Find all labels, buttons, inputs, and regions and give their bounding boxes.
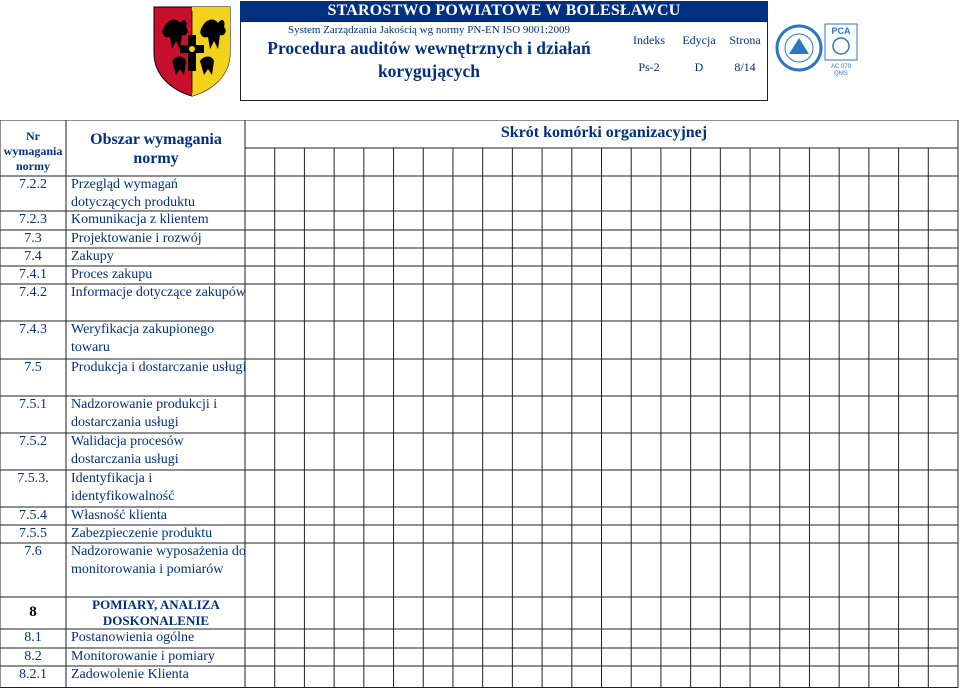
requirement-number: 8.2.1 (19, 667, 47, 682)
cert-sub1: AC 079 (830, 64, 852, 70)
coat-of-arms-logo (150, 5, 234, 97)
table-row (0, 597, 245, 629)
table-row (0, 266, 245, 284)
table-row (0, 248, 245, 266)
requirement-area: Zadowolenie Klienta (71, 667, 189, 682)
page-label: Strona (729, 33, 761, 47)
column-header-requirement-area (67, 120, 245, 176)
table-row (0, 525, 245, 543)
requirement-area: Nadzorowanie produkcji i dostarczania usługi (71, 397, 218, 430)
table-row (0, 543, 245, 597)
certification-logo (775, 18, 861, 78)
procedure-title-line2: korygujących (377, 61, 481, 81)
requirement-number: 8.1 (24, 630, 42, 645)
requirement-number: 7.6 (24, 544, 42, 559)
requirement-area: Przegląd wymagań dotyczących produktu (71, 177, 196, 210)
requirement-area: Zabezpieczenie produktu (71, 526, 213, 541)
requirement-number: 7.4.2 (19, 285, 47, 300)
requirement-area: POMIARY, ANALIZA DOSKONALENIE (92, 597, 220, 628)
edition-value: D (694, 60, 704, 74)
col-nr-line3: normy (16, 159, 50, 173)
requirement-area: Informacje dotyczące zakupów (71, 285, 246, 300)
cert-sub2: QMS (834, 71, 848, 77)
requirement-area: Nadzorowanie wyposażenia do monitorowania i pomiarów (71, 544, 246, 577)
requirement-number: 8 (29, 604, 37, 620)
table-row (0, 211, 245, 230)
requirement-number: 8.2 (24, 649, 42, 664)
requirement-number: 7.5.2 (19, 434, 47, 449)
column-header-org-units: Skrót komórki organizacyjnej (500, 124, 708, 141)
requirement-area: Komunikacja z klientem (71, 212, 209, 227)
table-row (0, 470, 245, 507)
table-row (0, 666, 245, 688)
system-line: System Zarządzania Jakością wg normy PN-EN ISO 9001:2009 (288, 24, 570, 36)
requirement-number: 7.3 (24, 231, 42, 246)
table-row (0, 396, 245, 433)
requirement-area: Produkcja i dostarczanie usługi (71, 360, 247, 375)
column-header-requirement-number (0, 120, 66, 176)
requirement-area: Zakupy (71, 249, 114, 264)
requirement-number: 7.4.3 (19, 322, 47, 337)
requirement-number: 7.5 (24, 360, 42, 375)
requirement-number: 7.5.1 (19, 397, 47, 412)
col-area-line1: Obszar wymagania (90, 131, 222, 148)
requirement-number: 7.4.1 (19, 267, 47, 282)
requirement-number: 7.4 (24, 249, 42, 264)
index-value: Ps-2 (638, 60, 660, 74)
requirement-area: Proces zakupu (71, 267, 153, 282)
edition-label: Edycja (682, 33, 716, 47)
index-label: Indeks (633, 33, 665, 47)
table-row (0, 284, 245, 321)
table-row (0, 629, 245, 648)
table-row (0, 507, 245, 525)
requirement-number: 7.5.3. (17, 471, 49, 486)
col-nr-line1: Nr (26, 129, 40, 143)
col-nr-line2: wymagania (3, 144, 63, 158)
requirement-number: 7.2.2 (19, 177, 47, 192)
procedure-title (249, 37, 609, 83)
requirement-number: 7.2.3 (19, 212, 47, 227)
table-row (0, 433, 245, 470)
table-row (0, 359, 245, 396)
page-value: 8/14 (734, 60, 756, 74)
cert-text: PCA (831, 26, 851, 36)
requirement-area: Identyfikacja i identyfikowalność (71, 471, 175, 504)
procedure-title-line1: Procedura auditów wewnętrznych i działań (267, 38, 591, 58)
requirement-area: Walidacja procesów dostarczania usługi (71, 434, 184, 467)
requirement-area: Monitorowanie i pomiary (71, 649, 215, 664)
col-area-line2: normy (133, 150, 179, 167)
table-row (0, 230, 245, 248)
table-row (0, 176, 245, 211)
requirement-area: Własność klienta (71, 508, 168, 523)
table-row (0, 321, 245, 359)
requirement-number: 7.5.5 (19, 526, 47, 541)
requirement-area: Projektowanie i rozwój (71, 231, 202, 246)
institution-title: STAROSTWO POWIATOWE W BOLESŁAWCU (240, 1, 768, 21)
requirement-number: 7.5.4 (19, 508, 47, 523)
requirement-area: Weryfikacja zakupionego towaru (71, 322, 215, 355)
table-row (0, 648, 245, 666)
requirement-area: Postanowienia ogólne (71, 630, 195, 645)
